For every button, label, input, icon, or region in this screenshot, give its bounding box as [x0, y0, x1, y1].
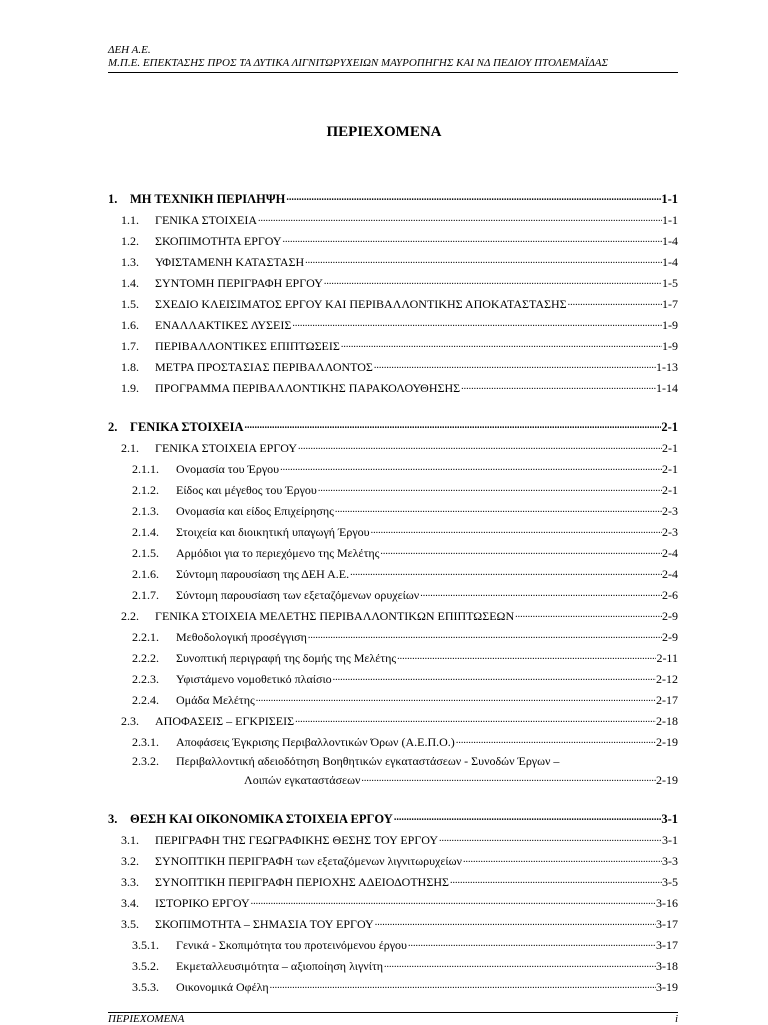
- toc-entry-page: 3-1: [661, 812, 678, 826]
- toc-entry-number: 3.: [108, 812, 118, 826]
- toc-entry-number: 2.3.1.: [132, 735, 159, 749]
- toc-entry-page: 1-4: [662, 255, 678, 269]
- toc-entry-number: 2.1.5.: [132, 546, 159, 560]
- toc-entry-page: 2-19: [656, 773, 678, 787]
- toc-entry-number: 3.1.: [121, 833, 139, 847]
- toc-entry: [108, 459, 678, 476]
- toc-entry-title: Υφιστάμενο νομοθετικό πλαίσιο: [176, 672, 332, 686]
- toc-entry-number: 2.1.6.: [132, 567, 159, 581]
- toc-entry: [108, 956, 678, 973]
- page-title: ΠΕΡΙΕΧΟΜΕΝΑ: [326, 124, 442, 140]
- toc-entry: [108, 357, 678, 374]
- toc-entry-title: Συνοπτική περιγραφή της δομής της Μελέτης: [176, 651, 397, 665]
- toc-entry: [108, 977, 678, 994]
- toc-entry-page: 3-3: [662, 854, 678, 868]
- toc-entry-number: 2.3.2.: [132, 754, 159, 768]
- toc-entry-title: ΣΥΝΤΟΜΗ ΠΕΡΙΓΡΑΦΗ ΕΡΓΟΥ: [155, 276, 323, 290]
- toc-entry-page: 2-9: [662, 630, 678, 644]
- toc-entry-number: 1.6.: [121, 318, 139, 332]
- toc-dot-leader: [455, 732, 656, 746]
- toc-entry-title: ΑΠΟΦΑΣΕΙΣ – ΕΓΚΡΙΣΕΙΣ: [155, 714, 295, 728]
- toc-entry: [108, 294, 678, 311]
- toc-entry-page: 2-1: [661, 420, 678, 434]
- toc-entry-number: 3.5.2.: [132, 959, 159, 973]
- toc-dot-leader: [332, 669, 656, 683]
- toc-entry: [108, 935, 678, 952]
- toc-entry-title: Είδος και μέγεθος του Έργου: [176, 483, 317, 497]
- toc-entry-title: Αρμόδιοι για το περιεχόμενο της Μελέτης: [176, 546, 380, 560]
- toc-entry-page: 2-6: [662, 588, 678, 602]
- table-of-contents: [108, 0, 678, 1000]
- toc-entry-number: 2.1.2.: [132, 483, 159, 497]
- toc-dot-leader: [407, 935, 656, 949]
- toc-dot-leader: [269, 977, 656, 991]
- toc-entry: [108, 480, 678, 497]
- toc-entry-title: ΣΚΟΠΙΜΟΤΗΤΑ – ΣΗΜΑΣΙΑ ΤΟΥ ΕΡΓΟΥ: [155, 917, 374, 931]
- toc-entry-page: 2-12: [656, 672, 678, 686]
- toc-entry-title: Μεθοδολογική προσέγγιση: [176, 630, 307, 644]
- toc-entry: [108, 417, 678, 434]
- toc-entry-page: 2-11: [656, 651, 678, 665]
- toc-entry: [108, 893, 678, 910]
- toc-entry: [108, 690, 678, 707]
- toc-entry: [108, 809, 678, 826]
- toc-dot-leader: [396, 648, 656, 662]
- toc-dot-leader: [250, 893, 656, 907]
- toc-entry-title: Ονομασία και είδος Επιχείρησης: [176, 504, 334, 518]
- toc-dot-leader: [285, 189, 661, 203]
- toc-entry: [108, 872, 678, 889]
- toc-dot-leader: [419, 585, 662, 599]
- toc-entry-page: 1-7: [662, 297, 678, 311]
- toc-entry: [108, 585, 678, 602]
- toc-entry-number: 2.1.4.: [132, 525, 159, 539]
- toc-dot-leader: [340, 336, 662, 350]
- toc-entry-page: 3-16: [656, 896, 678, 910]
- toc-entry-title: Γενικά - Σκοπιμότητα του προτεινόμενου έργου: [176, 938, 407, 952]
- toc-entry: [108, 753, 678, 770]
- toc-entry-number: 1.5.: [121, 297, 139, 311]
- toc-entry-page: 2-1: [662, 462, 678, 476]
- toc-entry-number: 1.7.: [121, 339, 139, 353]
- toc-entry: [108, 501, 678, 518]
- toc-entry-title: Σύντομη παρουσίαση των εξεταζόμενων ορυχείων: [176, 588, 420, 602]
- toc-entry-page: 2-4: [662, 567, 678, 581]
- toc-entry-page: 1-9: [662, 339, 678, 353]
- toc-entry-number: 1.8.: [121, 360, 139, 374]
- toc-entry: [108, 606, 678, 623]
- toc-entry-title: ΥΦΙΣΤΑΜΕΝΗ ΚΑΤΑΣΤΑΣΗ: [155, 255, 305, 269]
- toc-entry-number: 3.5.1.: [132, 938, 159, 952]
- toc-dot-leader: [383, 956, 656, 970]
- toc-entry-number: 2.2.: [121, 609, 139, 623]
- toc-entry-number: 2.1.1.: [132, 462, 159, 476]
- toc-entry-page: 1-9: [662, 318, 678, 332]
- toc-entry-title: Λοιπών εγκαταστάσεων: [244, 773, 361, 787]
- toc-entry-number: 1.4.: [121, 276, 139, 290]
- toc-entry-title: Οικονομικά Οφέλη: [176, 980, 269, 994]
- toc-entry: [108, 830, 678, 847]
- toc-entry-title: Στοιχεία και διοικητική υπαγωγή Έργου: [176, 525, 370, 539]
- toc-entry-title: ΓΕΝΙΚΑ ΣΤΟΙΧΕΙΑ ΜΕΛΕΤΗΣ ΠΕΡΙΒΑΛΛΟΝΤΙΚΩΝ ΕΠΙΠΤΩΣΕΩΝ: [155, 609, 515, 623]
- toc-entry: [108, 231, 678, 248]
- footer-section: ΠΕΡΙΕΧΟΜΕΝΑ: [108, 1013, 185, 1025]
- toc-entry-number: 2.1.7.: [132, 588, 159, 602]
- toc-entry-page: 1-4: [662, 234, 678, 248]
- toc-entry-title: Περιβαλλοντική αδειοδότηση Βοηθητικών εγκαταστάσεων - Συνοδών Έργων –: [176, 754, 560, 768]
- toc-dot-leader: [374, 914, 656, 928]
- toc-entry: [108, 669, 678, 686]
- header-org: ΔΕΗ Α.Ε.: [108, 44, 151, 56]
- toc-entry-page: 2-3: [662, 504, 678, 518]
- toc-entry-number: 2.3.: [121, 714, 139, 728]
- toc-entry: [108, 315, 678, 332]
- toc-dot-leader: [438, 830, 662, 844]
- toc-entry-number: 1.2.: [121, 234, 139, 248]
- header-study-title: Μ.Π.Ε. ΕΠΕΚΤΑΣΗΣ ΠΡΟΣ ΤΑ ΔΥΤΙΚΑ ΛΙΓΝΙΤΩΡΥΧΕΙΩΝ ΜΑΥΡΟΠΗΓΗΣ ΚΑΙ ΝΔ ΠΕΔΙΟΥ ΠΤΟΛΕΜΑΪΔΑΣ: [108, 57, 609, 69]
- toc-dot-leader: [244, 417, 662, 431]
- toc-entry-number: 3.2.: [121, 854, 139, 868]
- toc-entry-page: 1-13: [656, 360, 678, 374]
- toc-entry-number: 2.2.2.: [132, 651, 159, 665]
- toc-entry-number: 1.1.: [121, 213, 139, 227]
- toc-entry-title: ΓΕΝΙΚΑ ΣΤΟΙΧΕΙΑ: [155, 213, 258, 227]
- toc-entry-number: 2.: [108, 420, 118, 434]
- toc-entry-page: 3-19: [656, 980, 678, 994]
- toc-entry-page: 2-1: [662, 441, 678, 455]
- toc-dot-leader: [279, 459, 662, 473]
- toc-entry-page: 2-9: [662, 609, 678, 623]
- toc-entry: [108, 732, 678, 749]
- toc-entry: [108, 273, 678, 290]
- toc-entry-number: 2.2.3.: [132, 672, 159, 686]
- toc-entry-number: 2.2.4.: [132, 693, 159, 707]
- toc-dot-leader: [349, 564, 662, 578]
- toc-entry-title: Ομάδα Μελέτης: [176, 693, 255, 707]
- toc-dot-leader: [317, 480, 662, 494]
- toc-entry-page: 1-1: [661, 192, 678, 206]
- toc-entry: [108, 851, 678, 868]
- toc-entry-title: ΣΥΝΟΠΤΙΚΗ ΠΕΡΙΓΡΑΦΗ ΠΕΡΙΟΧΗΣ ΑΔΕΙΟΔΟΤΗΣΗΣ: [155, 875, 449, 889]
- toc-dot-leader: [393, 809, 661, 823]
- toc-entry-number: 2.1.: [121, 441, 139, 455]
- toc-entry-number: 2.1.3.: [132, 504, 159, 518]
- toc-entry: [108, 564, 678, 581]
- toc-entry: [108, 770, 678, 787]
- toc-dot-leader: [460, 378, 656, 392]
- toc-entry-title: ΕΝΑΛΛΑΚΤΙΚΕΣ ΛΥΣΕΙΣ: [155, 318, 292, 332]
- toc-entry: [108, 438, 678, 455]
- toc-entry-page: 2-17: [656, 693, 678, 707]
- toc-dot-leader: [514, 606, 662, 620]
- toc-entry-title: ΜΕΤΡΑ ΠΡΟΣΤΑΣΙΑΣ ΠΕΡΙΒΑΛΛΟΝΤΟΣ: [155, 360, 373, 374]
- toc-entry-title: ΜΗ ΤΕΧΝΙΚΗ ΠΕΡΙΛΗΨΗ: [130, 192, 286, 206]
- toc-entry: [108, 210, 678, 227]
- toc-dot-leader: [373, 357, 656, 371]
- toc-entry-title: Αποφάσεις Έγκρισης Περιβαλλοντικών Όρων (Α.Ε.Π.Ο.): [176, 735, 455, 749]
- toc-dot-leader: [334, 501, 662, 515]
- toc-entry-title: Ονομασία του Έργου: [176, 462, 280, 476]
- toc-dot-leader: [257, 210, 662, 224]
- toc-entry-page: 2-1: [662, 483, 678, 497]
- page-footer: [108, 1013, 678, 1025]
- toc-dot-leader: [282, 231, 662, 245]
- toc-entry-title: ΠΡΟΓΡΑΜΜΑ ΠΕΡΙΒΑΛΛΟΝΤΙΚΗΣ ΠΑΡΑΚΟΛΟΥΘΗΣΗΣ: [155, 381, 461, 395]
- toc-dot-leader: [304, 252, 662, 266]
- toc-entry-page: 1-5: [662, 276, 678, 290]
- toc-entry: [108, 252, 678, 269]
- toc-entry: [108, 914, 678, 931]
- toc-entry-title: Εκμεταλλευσιμότητα – αξιοποίηση λιγνίτη: [176, 959, 384, 973]
- toc-dot-leader: [323, 273, 662, 287]
- toc-entry-page: 2-4: [662, 546, 678, 560]
- toc-entry-title: ΠΕΡΙΓΡΑΦΗ ΤΗΣ ΓΕΩΓΡΑΦΙΚΗΣ ΘΕΣΗΣ ΤΟΥ ΕΡΓΟΥ: [155, 833, 439, 847]
- toc-entry: [108, 543, 678, 560]
- toc-entry-number: 1.3.: [121, 255, 139, 269]
- toc-entry-title: ΓΕΝΙΚΑ ΣΤΟΙΧΕΙΑ: [130, 420, 244, 434]
- toc-entry: [108, 189, 678, 206]
- toc-entry-title: ΙΣΤΟΡΙΚΟ ΕΡΓΟΥ: [155, 896, 250, 910]
- toc-entry-page: 1-14: [656, 381, 678, 395]
- toc-entry-page: 1-1: [662, 213, 678, 227]
- toc-entry-title: ΓΕΝΙΚΑ ΣΤΟΙΧΕΙΑ ΕΡΓΟΥ: [155, 441, 298, 455]
- toc-dot-leader: [449, 872, 662, 886]
- toc-dot-leader: [462, 851, 662, 865]
- toc-dot-leader: [567, 294, 662, 308]
- toc-entry: [108, 336, 678, 353]
- toc-entry-number: 3.3.: [121, 875, 139, 889]
- toc-entry: [108, 378, 678, 395]
- toc-entry-number: 3.5.3.: [132, 980, 159, 994]
- toc-dot-leader: [297, 438, 662, 452]
- toc-entry-page: 3-5: [662, 875, 678, 889]
- toc-entry-title: Σύντομη παρουσίαση της ΔΕΗ Α.Ε.: [176, 567, 350, 581]
- toc-entry-page: 2-19: [656, 735, 678, 749]
- toc-entry: [108, 711, 678, 728]
- toc-entry-number: 2.2.1.: [132, 630, 159, 644]
- toc-entry-page: 2-18: [656, 714, 678, 728]
- toc-entry-title: ΠΕΡΙΒΑΛΛΟΝΤΙΚΕΣ ΕΠΙΠΤΩΣΕΙΣ: [155, 339, 340, 353]
- toc-entry-number: 1.: [108, 192, 118, 206]
- toc-entry-page: 3-17: [656, 917, 678, 931]
- toc-dot-leader: [255, 690, 656, 704]
- toc-entry-page: 3-17: [656, 938, 678, 952]
- toc-dot-leader: [291, 315, 662, 329]
- toc-dot-leader: [370, 522, 662, 536]
- toc-dot-leader: [379, 543, 662, 557]
- toc-entry: [108, 627, 678, 644]
- toc-dot-leader: [307, 627, 662, 641]
- toc-entry-page: 2-3: [662, 525, 678, 539]
- toc-entry-title: ΣΚΟΠΙΜΟΤΗΤΑ ΕΡΓΟΥ: [155, 234, 282, 248]
- toc-entry-number: 1.9.: [121, 381, 139, 395]
- toc-dot-leader: [360, 770, 656, 784]
- toc-entry: [108, 522, 678, 539]
- toc-entry-number: 3.5.: [121, 917, 139, 931]
- toc-dot-leader: [294, 711, 656, 725]
- toc-entry-title: ΘΕΣΗ ΚΑΙ ΟΙΚΟΝΟΜΙΚΑ ΣΤΟΙΧΕΙΑ ΕΡΓΟΥ: [130, 812, 393, 826]
- toc-entry-number: 3.4.: [121, 896, 139, 910]
- toc-entry-page: 3-18: [656, 959, 678, 973]
- toc-entry-page: 3-1: [662, 833, 678, 847]
- toc-entry: [108, 648, 678, 665]
- toc-entry-title: ΣΥΝΟΠΤΙΚΗ ΠΕΡΙΓΡΑΦΗ των εξεταζόμενων λιγνιτωρυχείων: [155, 854, 462, 868]
- toc-entry-title: ΣΧΕΔΙΟ ΚΛΕΙΣΙΜΑΤΟΣ ΕΡΓΟΥ ΚΑΙ ΠΕΡΙΒΑΛΛΟΝΤΙΚΗΣ ΑΠΟΚΑΤΑΣΤΑΣΗΣ: [155, 297, 567, 311]
- footer-page-number: i: [674, 1013, 678, 1025]
